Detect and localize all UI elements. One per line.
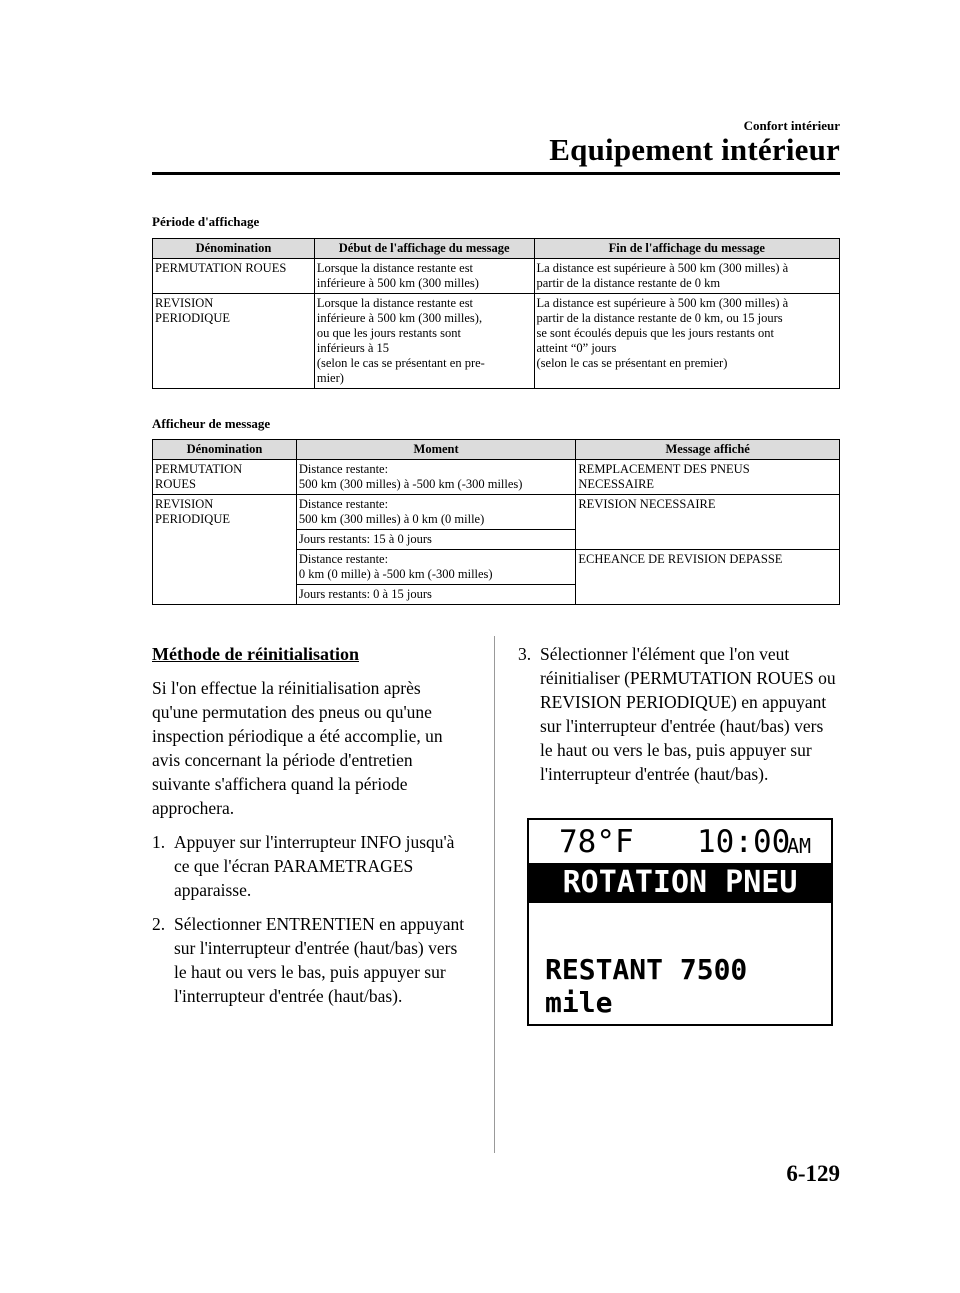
- step-1: [152, 830, 470, 902]
- step-number: 3.: [518, 644, 532, 664]
- t2-header-name: Dénomination: [153, 440, 297, 460]
- display-temperature: 78°F: [559, 824, 634, 860]
- t2-cell: Distance restante: 0 km (0 mille) à -500 km (-300 milles): [296, 550, 575, 585]
- page-title: Equipement intérieur: [549, 132, 840, 167]
- t1-cell: La distance est supérieure à 500 km (300 milles) à partir de la distance restante de 0 km: [534, 259, 840, 294]
- t1-cell: REVISION PERIODIQUE: [153, 294, 315, 389]
- t2-cell: Jours restants: 0 à 15 jours: [296, 585, 575, 605]
- table-row: [153, 460, 840, 495]
- t1-header-name: Dénomination: [153, 239, 315, 259]
- display-period-table: [152, 238, 840, 389]
- table-row: [153, 294, 840, 389]
- t1-cell: PERMUTATION ROUES: [153, 259, 315, 294]
- table-row: [153, 259, 840, 294]
- intro-paragraph: Si l'on effectue la réinitialisation après qu'une permutation des pneus ou qu'une inspection périodique a été accomplie, un avis concernant la période d'entretien suivante s'affichera quand la période approchera.: [152, 678, 443, 818]
- display-time: 10:00: [697, 824, 791, 860]
- t2-cell: REMPLACEMENT DES PNEUS NECESSAIRE: [576, 460, 840, 495]
- table2-caption: Afficheur de message: [152, 416, 271, 431]
- t2-cell: Distance restante: 500 km (300 milles) à 0 km (0 mille): [296, 495, 575, 530]
- step-text: Appuyer sur l'interrupteur INFO jusqu'à ce que l'écran PARAMETRAGES apparaisse.: [174, 832, 455, 900]
- t2-cell: REVISION PERIODIQUE: [153, 495, 297, 605]
- t1-cell: Lorsque la distance restante est inférieure à 500 km (300 milles): [314, 259, 534, 294]
- table-row: [153, 495, 840, 530]
- t2-cell: Distance restante: 500 km (300 milles) à -500 km (-300 milles): [296, 460, 575, 495]
- right-column: [518, 642, 840, 796]
- header-rule: [152, 172, 840, 175]
- step-number: 2.: [152, 914, 166, 934]
- t2-cell: ECHEANCE DE REVISION DEPASSE: [576, 550, 840, 605]
- t1-cell: Lorsque la distance restante est inférieure à 500 km (300 milles), ou que les jours restants sont inférieurs à 15 (selon le cas se présentant en pre- mier): [314, 294, 534, 389]
- step-2: [152, 912, 470, 1008]
- column-divider: [494, 636, 495, 1153]
- t1-cell: La distance est supérieure à 500 km (300 milles) à partir de la distance restante de 0 km, ou 15 jours se sont écoulés depuis que les jours restants ont atteint “0” jours (selon le cas se présentant en premier): [534, 294, 840, 389]
- section-title: Méthode de réinitialisation: [152, 644, 359, 664]
- message-display-table: [152, 439, 840, 605]
- step-text: Sélectionner l'élément que l'on veut réinitialiser (PERMUTATION ROUES ou REVISION PERIODIQUE) en appuyant sur l'interrupteur d'entrée (haut/bas) vers le haut ou vers le bas, puis appuyer sur l'interrupteur d'entrée (haut/bas).: [540, 644, 836, 784]
- t2-header-message: Message affiché: [576, 440, 840, 460]
- step-3: [518, 642, 840, 786]
- t2-header-moment: Moment: [296, 440, 575, 460]
- display-remaining: RESTANT 7500 mile: [545, 953, 748, 1019]
- display-ampm: AM: [787, 834, 812, 858]
- table1-caption: Période d'affichage: [152, 214, 260, 229]
- page-number: 6-129: [786, 1161, 840, 1186]
- left-column: [152, 642, 470, 1018]
- t2-cell: Jours restants: 15 à 0 jours: [296, 530, 575, 550]
- step-text: Sélectionner ENTRENTIEN en appuyant sur l'interrupteur d'entrée (haut/bas) vers le haut ou vers le bas, puis appuyer sur l'interrupteur d'entrée (haut/bas).: [174, 914, 465, 1006]
- t2-cell: PERMUTATION ROUES: [153, 460, 297, 495]
- t2-cell: REVISION NECESSAIRE: [576, 495, 840, 550]
- header-section: Confort intérieur: [743, 118, 840, 133]
- step-number: 1.: [152, 832, 166, 852]
- display-title-bar: ROTATION PNEU: [529, 863, 831, 903]
- t1-header-start: Début de l'affichage du message: [314, 239, 534, 259]
- lcd-display: [527, 818, 833, 1026]
- t1-header-end: Fin de l'affichage du message: [534, 239, 840, 259]
